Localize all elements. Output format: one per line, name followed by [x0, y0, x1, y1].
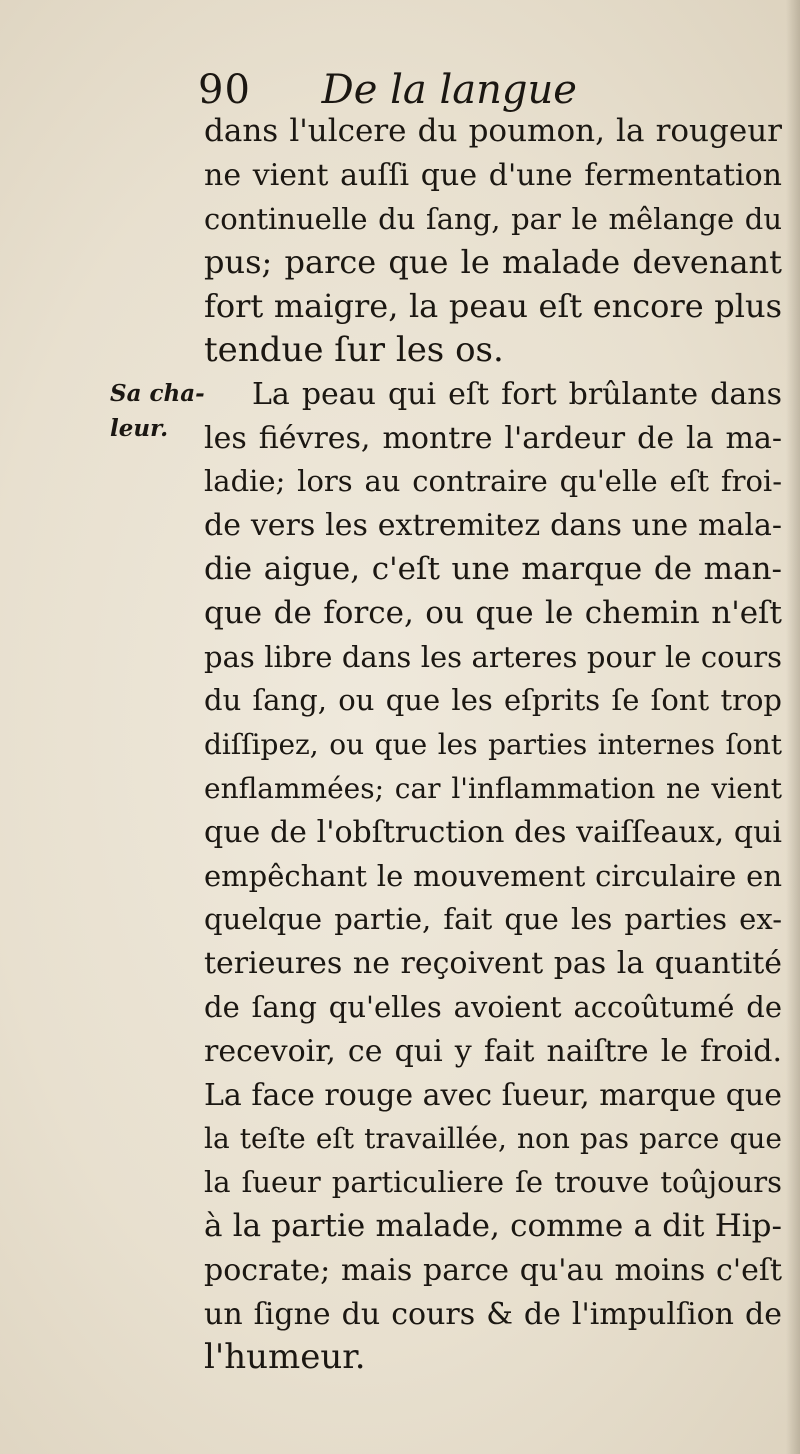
text-line: fort maigre, la peau eſt encore plus: [204, 287, 782, 326]
text-line: La face rouge avec ſueur, marque que: [204, 1077, 782, 1113]
text-line: ladie; lors au contraire qu'elle eſt froi-: [204, 464, 782, 499]
text-line: terieures ne reçoivent pas la quantité: [204, 946, 782, 982]
text-line: l'humeur.: [204, 1337, 366, 1378]
text-line: à la partie malade, comme a dit Hip-: [204, 1207, 782, 1244]
page-edge-shadow: [786, 0, 800, 1454]
margin-note: [110, 376, 205, 446]
text-line: pas libre dans les arteres pour le cours: [204, 639, 782, 674]
text-line: die aigue, c'eſt une marque de man-: [204, 550, 782, 587]
text-line: la ſueur particuliere ſe trouve toûjours: [204, 1165, 782, 1200]
page-number: 90: [198, 67, 251, 113]
text-line: tendue ſur les os.: [204, 329, 504, 370]
margin-note-line: Sa cha-: [110, 380, 205, 407]
text-line: la teſte eſt travaillée, non pas parce que: [204, 1122, 782, 1156]
margin-note-line: leur.: [110, 415, 169, 442]
text-line: du ſang, ou que les eſprits ſe ſont trop: [204, 683, 782, 718]
paragraph-start-line: La peau qui eſt fort brûlante dans: [252, 376, 782, 412]
text-line: pus; parce que le malade devenant: [204, 243, 782, 282]
text-line: pocrate; mais parce qu'au moins c'eſt: [204, 1252, 782, 1288]
text-line: continuelle du ſang, par le mêlange du: [204, 201, 782, 236]
text-line: que de force, ou que le chemin n'eſt: [204, 594, 782, 631]
text-line: que de l'obſtruction des vaiſſeaux, qui: [204, 814, 782, 850]
running-title: De la langue: [321, 67, 577, 113]
text-line: les fiévres, montre l'ardeur de la ma-: [204, 420, 782, 456]
body-text: [204, 110, 782, 1380]
text-line: diſſipez, ou que les parties internes ſont: [204, 728, 782, 762]
text-line: un ſigne du cours & de l'impulſion de: [204, 1296, 782, 1332]
text-line: ne vient auſſi que d'une fermentation: [204, 157, 782, 193]
text-line: dans l'ulcere du poumon, la rougeur: [204, 113, 782, 149]
text-line: recevoir, ce qui y fait naiſtre le froid.: [204, 1033, 782, 1069]
text-line: quelque partie, fait que les parties ex-: [204, 902, 782, 937]
text-line: de vers les extremitez dans une mala-: [204, 508, 782, 544]
text-line: empêchant le mouvement circulaire en: [204, 858, 782, 893]
text-line: de ſang qu'elles avoient accoûtumé de: [204, 989, 782, 1024]
text-line: enflammées; car l'inflammation ne vient: [204, 771, 782, 805]
